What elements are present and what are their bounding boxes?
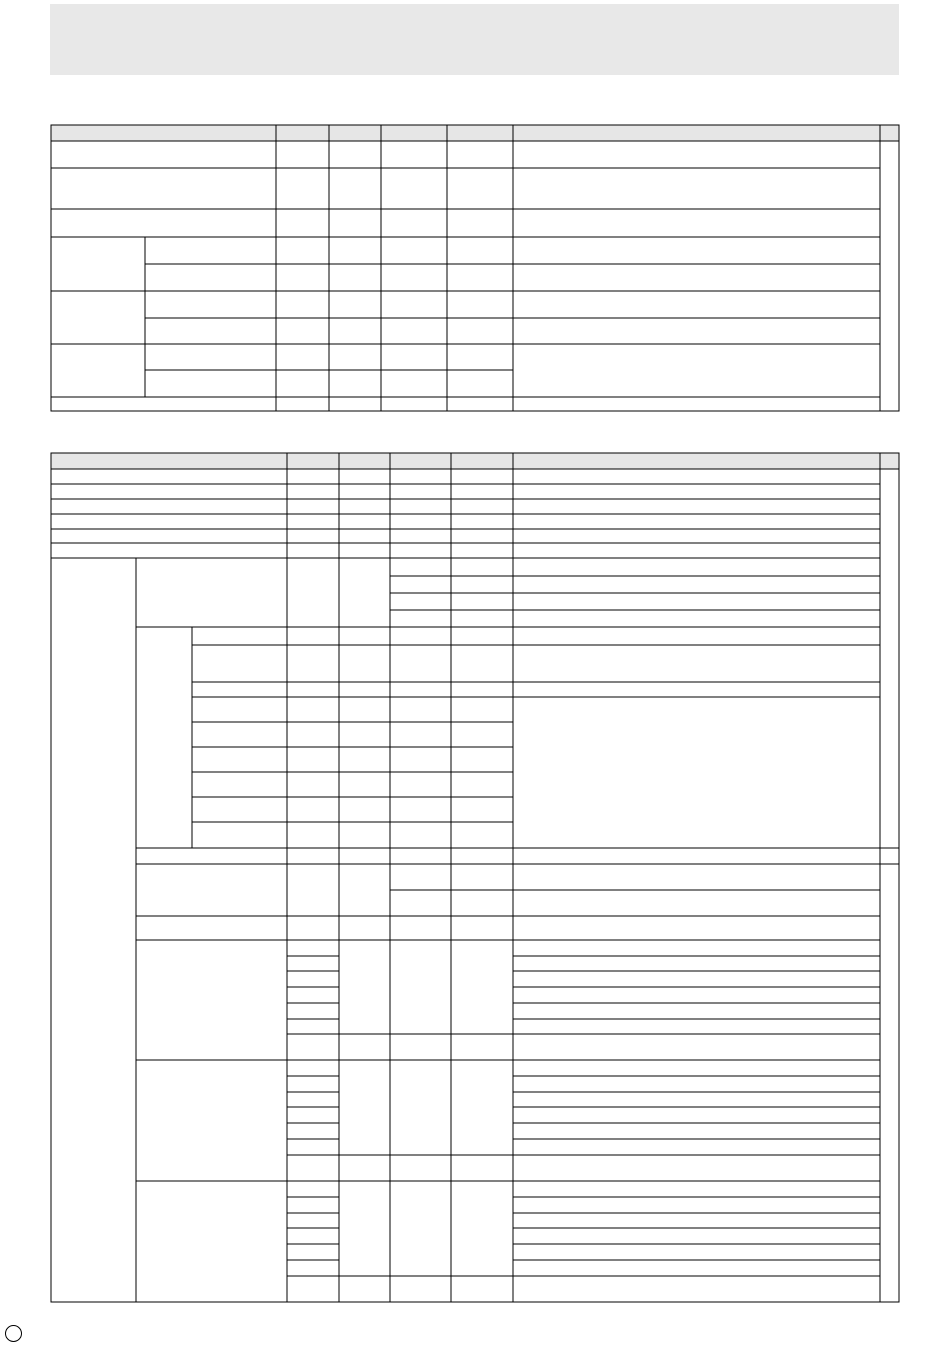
table-2-header-row — [51, 453, 899, 469]
command-table-2 — [51, 453, 899, 1302]
command-table-1 — [51, 125, 899, 411]
table-1-header-row — [51, 125, 899, 141]
table-2-frame — [51, 453, 899, 1302]
page-number-mark — [5, 1325, 22, 1342]
